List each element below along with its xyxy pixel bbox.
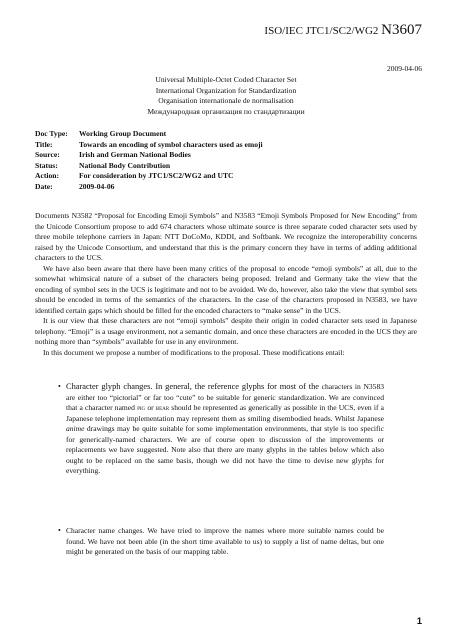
bullet-text: or bbox=[145, 403, 156, 412]
bullet-text: should be represented as generically as possible in the UCS, even if a Japanese telephone implementation may represent them as smiling disembodied heads. Whilst Japanese bbox=[66, 403, 384, 423]
paragraph: It is our view that these characters are not “emoji symbols” despite their origin in coded character sets used in Japanese telephony. “Emoji” is a usage environment, not a semantic domain, and once these characters are encoded in the UCS they are nothing more than “symbols” available for use in any environment. bbox=[35, 316, 417, 346]
meta-value: Towards an encoding of symbol characters used as emoji bbox=[79, 139, 263, 149]
body-text bbox=[35, 211, 417, 358]
character-name-pig: pig bbox=[137, 403, 146, 412]
org-line: Международная организация по стандартизации bbox=[147, 106, 305, 116]
paragraph: In this document we propose a number of modifications to the proposal. These modifications entail: bbox=[43, 347, 345, 357]
meta-key: Status: bbox=[35, 160, 58, 170]
meta-value: National Body Contribution bbox=[79, 160, 171, 170]
meta-row-title bbox=[35, 140, 263, 151]
bullet-text: Character name changes. We have tried to improve the names where more suitable names could be found. We have not been able (in the short time available to us) to supply a list of name deltas, but one might be generated on the basis of our mapping table. bbox=[66, 526, 384, 556]
doc-prefix: ISO/IEC JTC1/SC2/WG2 bbox=[264, 25, 379, 37]
org-line: Organisation internationale de normalisation bbox=[158, 96, 294, 105]
bullet-text: characters in N3583 are either too “pictorial” or far too “cute” to be suitable for generic standardization. We are convinced that a character named bbox=[66, 382, 384, 412]
page-number: 1 bbox=[416, 616, 422, 627]
meta-value: Irish and German National Bodies bbox=[79, 150, 191, 159]
meta-row-date bbox=[35, 182, 263, 193]
anime-term: anime bbox=[66, 424, 85, 433]
meta-key: Action: bbox=[35, 171, 60, 180]
meta-value: For consideration by JTC1/SC2/WG2 and UTC bbox=[79, 171, 234, 180]
bullet-lead: Character glyph changes. In general, the reference glyphs for most of the bbox=[66, 382, 319, 391]
doc-number: N3607 bbox=[381, 22, 422, 38]
character-name-bear: bear bbox=[155, 403, 170, 412]
bullet-item-glyph-changes bbox=[58, 382, 384, 477]
bullet-text: drawings may be quite suitable for some implementation environments, that style is too specific for generically-named characters. We are of course open to discussion of the improvements or replacements we have suggested. Note also that there are many glyphs in the tables below which also ought to be replaced on the same basis, though we did not have the time to devise new glyphs for everything. bbox=[66, 424, 384, 475]
metadata-table bbox=[35, 129, 263, 192]
bullet-item-name-changes bbox=[58, 526, 384, 558]
meta-row-action bbox=[35, 171, 263, 182]
org-line: International Organization for Standardization bbox=[155, 85, 297, 95]
paragraph: Documents N3582 “Proposal for Encoding Emoji Symbols” and N3583 “Emoji Symbols Proposed for New Encoding” from the Unicode Consortium propose to add 674 characters whose ultimate source is three separate coded character sets used by three mobile telephone carriers in Japan: NTT DoCoMo, KDDI, and Softbank. We recognize the interoperability concerns raised by the Unicode Consortium, and understand that this is the primary concern they have in terms of adding additional characters to the UCS. bbox=[35, 211, 417, 262]
paragraph: We have also been aware that there have been many critics of the proposal to encode “emoji symbols” at all, due to the somewhat whimsical nature of a subset of the characters being proposed. Ireland and Germany take the view that the encoding of symbol sets in the UCS is legitimate and not to be avoided. We do, however, also take the view that symbol sets should be encoded in terms of the semantics of the characters. In the case of the characters proposed in N3583, we have identified certain gaps which should be filled for the encoded characters to “make sense” in the UCS. bbox=[35, 263, 417, 315]
org-line: Universal Multiple-Octet Coded Character Set bbox=[155, 75, 297, 84]
meta-key: Doc Type: bbox=[35, 129, 68, 138]
meta-value: Working Group Document bbox=[79, 129, 167, 138]
bullet-icon: • bbox=[58, 382, 61, 391]
meta-value: 2009-04-06 bbox=[79, 181, 115, 191]
meta-key: Source: bbox=[35, 150, 60, 159]
meta-row-status bbox=[35, 161, 263, 172]
header-date: 2009-04-06 bbox=[387, 64, 422, 73]
organization-block bbox=[0, 75, 452, 117]
bullet-icon: • bbox=[58, 526, 61, 535]
meta-key: Date: bbox=[35, 181, 53, 191]
meta-key: Title: bbox=[35, 139, 53, 149]
document-identifier bbox=[264, 22, 422, 39]
meta-row-doc-type bbox=[35, 129, 263, 140]
meta-row-source bbox=[35, 150, 263, 161]
